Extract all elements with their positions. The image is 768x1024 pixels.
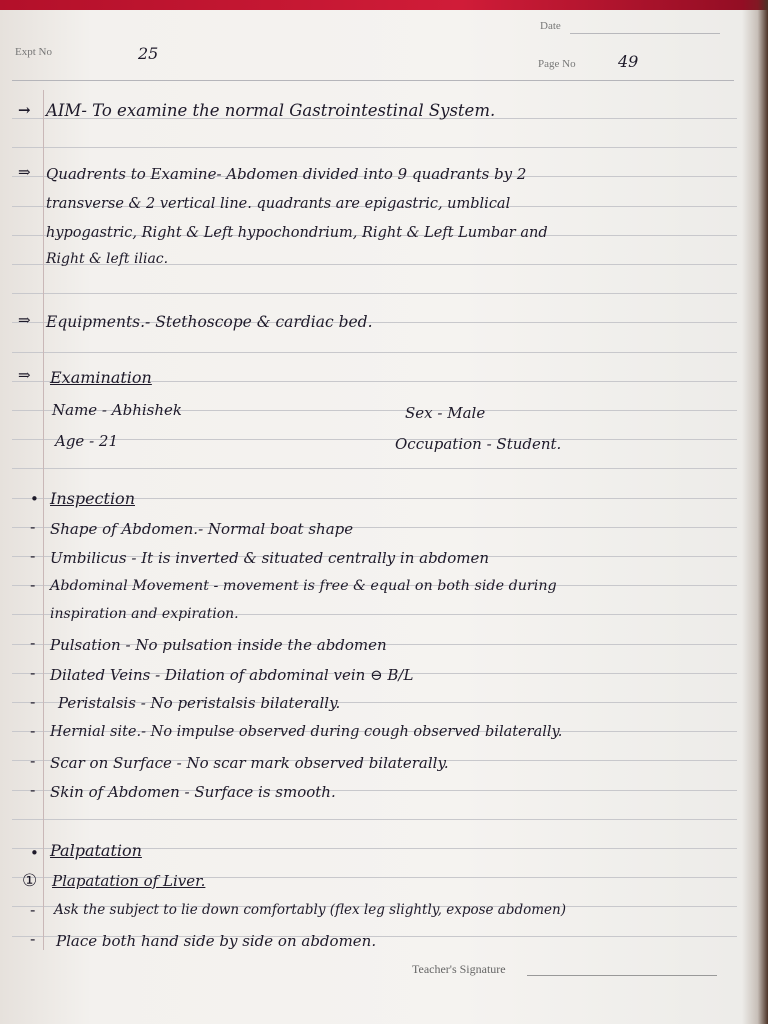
inspection-dash: - bbox=[30, 576, 36, 594]
red-cover-edge bbox=[0, 0, 768, 10]
exam-sex: Sex - Male bbox=[405, 404, 486, 422]
equipments-marker: ⇒ bbox=[18, 311, 31, 329]
page-edge-shadow bbox=[742, 0, 768, 1024]
margin-line bbox=[43, 90, 44, 950]
inspection-item-7: Hernial site.- No impulse observed during cough observed bilaterally. bbox=[50, 724, 563, 740]
palpation-item-2: Place both hand side by side on abdomen. bbox=[56, 932, 377, 950]
exam-name: Name - Abhishek bbox=[52, 401, 182, 419]
quadrants-line-3: hypogastric, Right & Left hypochondrium, Right & Left Lumbar and bbox=[46, 225, 548, 241]
inspection-dash: - bbox=[30, 518, 36, 536]
ruled-line bbox=[12, 352, 737, 353]
exam-occupation: Occupation - Student. bbox=[395, 435, 562, 453]
ruled-line bbox=[12, 439, 737, 440]
inspection-item-2: Umbilicus - It is inverted & situated centrally in abdomen bbox=[50, 549, 490, 567]
signature-line bbox=[527, 975, 717, 976]
ruled-line bbox=[12, 147, 737, 148]
quadrants-line-1: Quadrents to Examine- Abdomen divided into 9 quadrants by 2 bbox=[46, 165, 527, 183]
inspection-dash: - bbox=[30, 752, 36, 770]
inspection-item-4: Pulsation - No pulsation inside the abdomen bbox=[50, 636, 387, 654]
inspection-item-8: Scar on Surface - No scar mark observed bilaterally. bbox=[50, 754, 449, 772]
inspection-item-1: Shape of Abdomen.- Normal boat shape bbox=[50, 520, 354, 538]
teacher-signature-label: Teacher's Signature bbox=[412, 962, 506, 976]
date-label: Date bbox=[540, 20, 561, 32]
examination-marker: ⇒ bbox=[18, 366, 31, 384]
quadrants-line-2: transverse & 2 vertical line. quadrants are epigastric, umblical bbox=[46, 196, 511, 212]
inspection-item-3-cont: inspiration and expiration. bbox=[50, 606, 239, 622]
inspection-item-6: Peristalsis - No peristalsis bilaterally. bbox=[58, 694, 341, 712]
quadrants-line-4: Right & left iliac. bbox=[46, 251, 169, 267]
equipments-text: Equipments.- Stethoscope & cardiac bed. bbox=[46, 313, 373, 331]
inspection-dash: - bbox=[30, 722, 36, 740]
palpation-item-1: Ask the subject to lie down comfortably (flex leg slightly, expose abdomen) bbox=[54, 902, 567, 918]
header-rule bbox=[12, 80, 734, 81]
quadrants-marker: ⇒ bbox=[18, 163, 31, 181]
palpation-sub-heading: Plapatation of Liver. bbox=[52, 872, 206, 890]
palpation-bullet: • bbox=[30, 844, 39, 862]
aim-text: AIM- To examine the normal Gastrointestinal System. bbox=[46, 101, 496, 120]
expt-no-label: Expt No bbox=[15, 46, 52, 58]
inspection-item-9: Skin of Abdomen - Surface is smooth. bbox=[50, 783, 336, 801]
examination-heading: Examination bbox=[50, 368, 152, 387]
inspection-dash: - bbox=[30, 781, 36, 799]
inspection-item-3: Abdominal Movement - movement is free & equal on both side during bbox=[50, 578, 557, 594]
ruled-line bbox=[12, 468, 737, 469]
inspection-dash: - bbox=[30, 634, 36, 652]
page-no-value: 49 bbox=[618, 52, 639, 71]
exam-age: Age - 21 bbox=[55, 432, 119, 450]
palpation-sub-number: ① bbox=[22, 871, 38, 891]
expt-no-value: 25 bbox=[138, 44, 159, 63]
ruled-line bbox=[12, 819, 737, 820]
page-no-label: Page No bbox=[538, 58, 576, 70]
aim-marker: → bbox=[18, 101, 31, 119]
palpation-dash: - bbox=[30, 901, 36, 919]
palpation-heading: Palpatation bbox=[50, 841, 142, 860]
inspection-item-5: Dilated Veins - Dilation of abdominal vein ⊖ B/L bbox=[50, 666, 414, 684]
inspection-heading: Inspection bbox=[50, 489, 135, 508]
inspection-dash: - bbox=[30, 547, 36, 565]
inspection-dash: - bbox=[30, 664, 36, 682]
date-line bbox=[570, 33, 720, 34]
palpation-dash: - bbox=[30, 930, 36, 948]
inspection-bullet: • bbox=[30, 490, 39, 508]
inspection-dash: - bbox=[30, 693, 36, 711]
ruled-line bbox=[12, 293, 737, 294]
